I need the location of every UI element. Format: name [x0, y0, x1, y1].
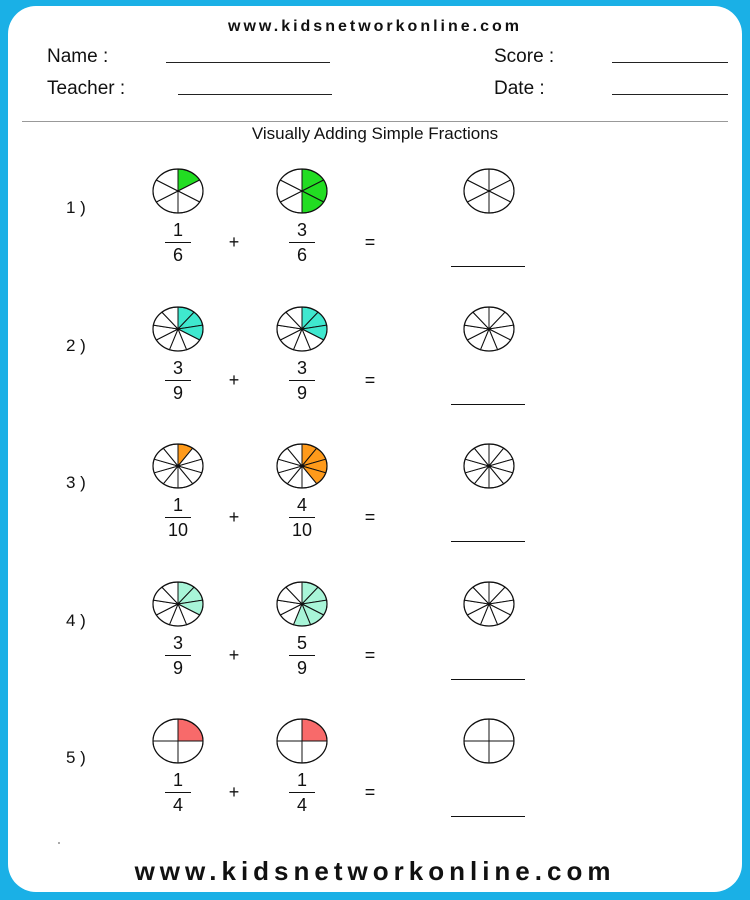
fraction-bar — [289, 792, 315, 793]
fraction-denominator: 10 — [167, 520, 189, 540]
fraction-bar — [289, 655, 315, 656]
fraction-first — [158, 633, 198, 678]
fraction-denominator: 6 — [296, 245, 307, 265]
answer-pie[interactable] — [463, 306, 515, 352]
fraction-second — [282, 495, 322, 540]
fraction-bar — [165, 380, 191, 381]
fraction-denominator: 9 — [296, 657, 307, 678]
problem-number: 1 ) — [66, 198, 86, 217]
fraction-denominator: 6 — [172, 245, 183, 265]
fraction-second — [282, 770, 322, 815]
fraction-denominator: 4 — [172, 795, 183, 815]
problem-number: 5 ) — [66, 748, 86, 767]
fraction-denominator: 9 — [296, 382, 307, 403]
fraction-bar — [289, 380, 315, 381]
answer-blank[interactable] — [451, 816, 525, 817]
answer-pie[interactable] — [463, 168, 515, 214]
date-label: Date : — [494, 78, 545, 99]
problem-number: 4 ) — [66, 610, 86, 630]
fraction-numerator: 3 — [172, 357, 183, 378]
fraction-numerator: 1 — [296, 770, 307, 790]
fraction-pie-second — [276, 718, 328, 764]
fraction-second — [282, 358, 322, 403]
fraction-pie-second — [276, 581, 328, 627]
fraction-numerator: 1 — [172, 770, 183, 790]
fraction-numerator: 1 — [172, 220, 183, 240]
fraction-pie-first — [152, 306, 204, 352]
fraction-first — [158, 770, 198, 815]
fraction-denominator: 9 — [172, 382, 183, 403]
fraction-bar — [165, 517, 191, 518]
fraction-numerator: 3 — [296, 357, 307, 378]
problem-number: 2 ) — [66, 335, 86, 355]
fraction-pie-first — [152, 443, 204, 489]
name-label: Name : — [47, 46, 109, 67]
plus-sign: + — [228, 369, 240, 390]
fraction-bar — [289, 517, 315, 518]
plus-sign: + — [228, 232, 240, 252]
answer-blank[interactable] — [451, 679, 525, 680]
site-url-top[interactable]: www.kidsnetworkonline.com — [228, 18, 522, 35]
fraction-pie-first — [152, 168, 204, 214]
equals-sign: = — [364, 369, 376, 390]
worksheet — [8, 6, 742, 892]
fraction-denominator: 10 — [291, 520, 313, 540]
fraction-numerator: 5 — [296, 632, 307, 653]
fraction-bar — [165, 792, 191, 793]
teacher-label: Teacher : — [47, 78, 126, 99]
fraction-denominator: 9 — [172, 657, 183, 678]
stray-dot — [58, 842, 60, 844]
fraction-first — [158, 495, 198, 540]
fraction-second — [282, 220, 322, 265]
header-divider — [22, 121, 728, 122]
plus-sign: + — [228, 644, 240, 665]
fraction-numerator: 3 — [172, 632, 183, 653]
teacher-field[interactable] — [178, 94, 332, 95]
name-field[interactable] — [166, 62, 330, 63]
answer-pie[interactable] — [463, 718, 515, 764]
equals-sign: = — [364, 232, 376, 252]
fraction-pie-second — [276, 443, 328, 489]
fraction-pie-second — [276, 168, 328, 214]
answer-blank[interactable] — [451, 541, 525, 542]
fraction-numerator: 1 — [172, 495, 183, 515]
equals-sign: = — [364, 507, 376, 527]
fraction-pie-first — [152, 718, 204, 764]
fraction-second — [282, 633, 322, 678]
equals-sign: = — [364, 644, 376, 665]
fraction-pie-second — [276, 306, 328, 352]
score-field[interactable] — [612, 62, 728, 63]
site-url-bottom[interactable]: www.kidsnetworkonline.com — [134, 856, 616, 886]
fraction-bar — [289, 242, 315, 243]
fraction-first — [158, 358, 198, 403]
answer-blank[interactable] — [451, 404, 525, 405]
answer-blank[interactable] — [451, 266, 525, 267]
fraction-denominator: 4 — [296, 795, 307, 815]
plus-sign: + — [228, 782, 240, 802]
problem-number: 3 ) — [66, 473, 86, 492]
score-label: Score : — [494, 46, 555, 67]
fraction-bar — [165, 655, 191, 656]
date-field[interactable] — [612, 94, 728, 95]
fraction-numerator: 4 — [296, 495, 307, 515]
fraction-pie-first — [152, 581, 204, 627]
answer-pie[interactable] — [463, 443, 515, 489]
equals-sign: = — [364, 782, 376, 802]
fraction-first — [158, 220, 198, 265]
worksheet-title: Visually Adding Simple Fractions — [251, 124, 499, 143]
answer-pie[interactable] — [463, 581, 515, 627]
plus-sign: + — [228, 507, 240, 527]
fraction-bar — [165, 242, 191, 243]
fraction-numerator: 3 — [296, 220, 307, 240]
